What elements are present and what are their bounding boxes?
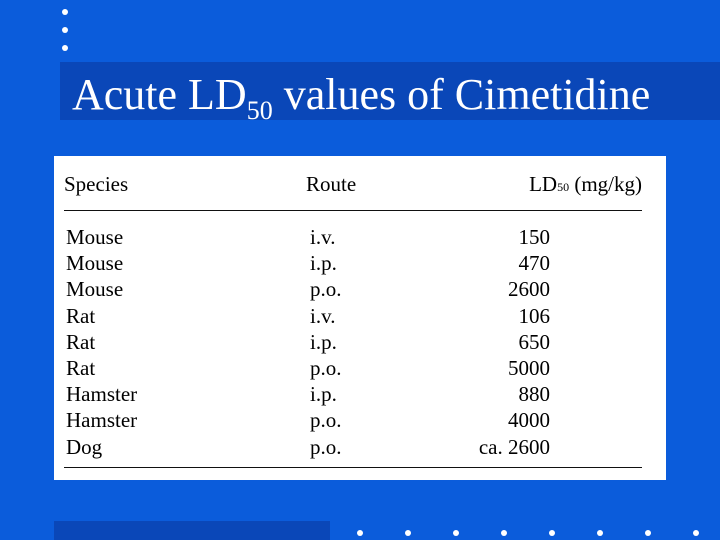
route-cell: i.v. — [310, 225, 336, 249]
header-species: Species — [64, 172, 129, 196]
ld50-cell: 470 — [518, 251, 550, 276]
footer-bar — [54, 521, 330, 540]
route-cell: i.p. — [310, 382, 337, 407]
ld50-cell: 5000 — [508, 356, 550, 381]
header-ld50 — [529, 172, 642, 197]
bullet-dot — [597, 530, 603, 536]
species-cell: Dog — [66, 434, 103, 459]
ld50-cell: 880 — [518, 382, 550, 407]
slide-title — [72, 70, 651, 125]
ld50-cell: 4000 — [508, 408, 550, 433]
ld50-cell: 150 — [518, 225, 550, 249]
title-subscript: 50 — [246, 96, 273, 125]
bullet-dot — [405, 530, 411, 536]
route-cell: p.o. — [310, 408, 342, 433]
bullet-dot — [693, 530, 699, 536]
species-cell: Rat — [66, 356, 96, 381]
route-cell: p.o. — [310, 434, 342, 459]
title-rest: values of Cimetidine — [272, 70, 651, 119]
ld50-cell: 650 — [518, 329, 550, 354]
bullet-dot — [357, 530, 363, 536]
species-cell: Rat — [66, 303, 96, 328]
bullet-dot — [62, 9, 68, 15]
header-ld-main: LD — [529, 172, 558, 196]
footer-rule — [64, 467, 642, 468]
route-cell: p.o. — [310, 277, 342, 302]
bullet-dot — [549, 530, 555, 536]
bullet-dot — [453, 530, 459, 536]
route-cell: p.o. — [310, 356, 342, 381]
species-cell: Rat — [66, 329, 96, 354]
route-cell: i.p. — [310, 329, 337, 354]
route-column — [310, 224, 342, 460]
species-cell: Hamster — [66, 382, 138, 407]
header-ld-unit: (mg/kg) — [569, 172, 642, 196]
species-column — [66, 224, 137, 460]
bullet-dot — [62, 27, 68, 33]
species-cell: Hamster — [66, 408, 138, 433]
ld50-cell: 106 — [518, 303, 550, 328]
bullet-dot — [62, 45, 68, 51]
ld50-cell: 2600 — [508, 277, 550, 302]
species-cell: Mouse — [66, 277, 124, 302]
header-ld-subscript: 50 — [557, 180, 570, 194]
species-cell: Mouse — [66, 251, 124, 276]
header-rule — [64, 210, 642, 211]
title-main: Acute LD — [72, 70, 247, 119]
bullet-dot — [501, 530, 507, 536]
route-cell: i.p. — [310, 251, 337, 276]
ld50-cell: ca. 2600 — [478, 434, 550, 459]
ld50-table — [54, 156, 666, 480]
bullet-dot — [645, 530, 651, 536]
route-cell: i.v. — [310, 303, 336, 328]
ld50-column — [479, 224, 550, 460]
species-cell: Mouse — [66, 225, 124, 249]
header-route: Route — [306, 172, 357, 196]
